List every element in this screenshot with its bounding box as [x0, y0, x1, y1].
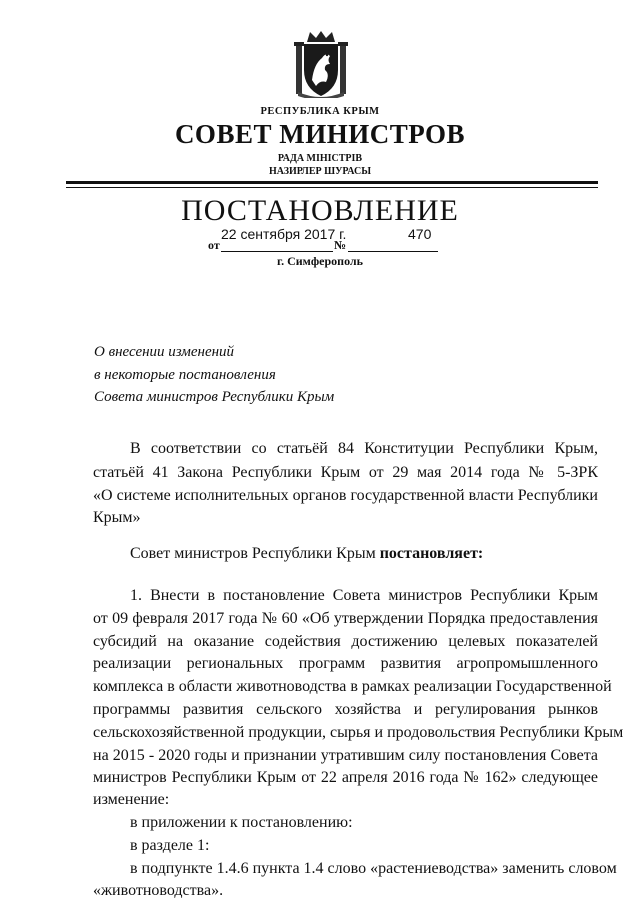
decree-date: 22 сентября 2017 г. — [221, 226, 347, 242]
decree-number: 470 — [408, 226, 432, 242]
council-name: СОВЕТ МИНИСТРОВ — [174, 119, 466, 149]
preamble-line: Крым» — [93, 509, 141, 526]
number-underline — [348, 251, 438, 252]
council-name-crimean-tatar: НАЗИРЛЕР ШУРАСЫ — [268, 166, 372, 177]
document-title: ПОСТАНОВЛЕНИЕ — [181, 194, 459, 227]
item-1-line: сельскохозяйственной продукции, сырья и продовольствия Республики Крым — [93, 724, 624, 741]
resolution-keyword: постановляет: — [379, 545, 484, 562]
item-1-line: министров Республики Крым от 22 апреля 2016 года № 162» следующее — [93, 769, 598, 786]
date-prefix-label: от — [208, 238, 220, 252]
header-divider-thin — [66, 187, 598, 188]
item-1-line: изменение: — [93, 791, 170, 808]
coat-of-arms-icon — [292, 30, 350, 98]
item-1-line: комплекса в области животноводства в рамках реализации Государственной — [93, 678, 612, 695]
number-label: № — [334, 238, 347, 252]
resolution-statement — [130, 543, 483, 564]
date-underline — [221, 251, 333, 252]
preamble-line: статьёй 41 Закона Республики Крым от 29 мая 2014 года № 5-ЗРК — [93, 464, 598, 481]
item-1-line: на 2015 - 2020 годы и признании утратившим силу постановления Совета — [93, 747, 598, 764]
republic-name: РЕСПУБЛИКА КРЫМ — [260, 106, 380, 117]
subject-line: в некоторые постановления — [94, 367, 276, 383]
preamble-line: В соответствии со статьёй 84 Конституции Республики Крым, — [130, 440, 598, 457]
council-name-ukrainian: РАДА МІНІСТРІВ — [277, 153, 363, 164]
item-1-line: от 09 февраля 2017 года № 60 «Об утверждении Порядка предоставления — [93, 610, 598, 627]
place-of-issue: г. Симферополь — [277, 254, 363, 268]
subject-line: О внесении изменений — [94, 344, 235, 360]
appendix-line: в приложении к постановлению: — [130, 814, 353, 831]
resolution-lead: Совет министров Республики Крым — [130, 545, 380, 562]
item-1-line: реализации региональных программ развития агропромышленного — [93, 655, 598, 672]
subclause-line: «животноводства». — [93, 882, 224, 899]
item-1-line: 1. Внести в постановление Совета министров Республики Крым — [130, 587, 598, 604]
header-divider-thick — [66, 181, 598, 184]
subclause-line: в подпункте 1.4.6 пункта 1.4 слово «растениеводства» заменить словом — [130, 860, 617, 877]
subject-line: Совета министров Республики Крым — [94, 389, 335, 405]
item-1-line: субсидий на оказание содействия достижению целевых показателей — [93, 633, 598, 650]
preamble-line: «О системе исполнительных органов государственной власти Республики — [93, 487, 598, 504]
item-1-line: программы развития сельского хозяйства и регулирования рынков — [93, 701, 598, 718]
section-line: в разделе 1: — [130, 837, 210, 854]
